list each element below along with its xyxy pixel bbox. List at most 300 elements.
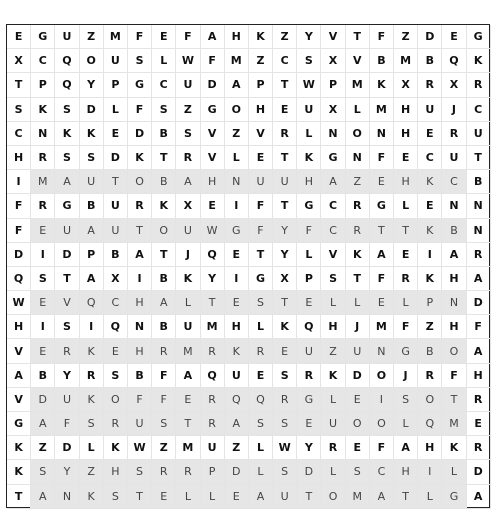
- grid-cell[interactable]: Z: [31, 436, 55, 460]
- grid-cell[interactable]: K: [104, 436, 128, 460]
- grid-cell[interactable]: S: [31, 460, 55, 484]
- grid-cell[interactable]: B: [418, 339, 442, 363]
- grid-cell[interactable]: H: [225, 25, 249, 49]
- grid-cell[interactable]: H: [249, 98, 273, 122]
- grid-cell[interactable]: Y: [80, 73, 104, 97]
- grid-cell[interactable]: X: [321, 98, 345, 122]
- grid-cell[interactable]: M: [104, 25, 128, 49]
- grid-cell[interactable]: T: [128, 485, 152, 509]
- grid-cell[interactable]: E: [249, 146, 273, 170]
- grid-cell[interactable]: B: [370, 49, 394, 73]
- grid-cell[interactable]: M: [201, 315, 225, 339]
- grid-cell[interactable]: Q: [7, 267, 31, 291]
- grid-cell[interactable]: G: [225, 219, 249, 243]
- grid-cell[interactable]: A: [225, 73, 249, 97]
- grid-cell[interactable]: Y: [297, 436, 321, 460]
- grid-cell[interactable]: Q: [104, 315, 128, 339]
- grid-cell[interactable]: E: [31, 291, 55, 315]
- grid-cell[interactable]: T: [394, 485, 418, 509]
- grid-cell[interactable]: S: [7, 98, 31, 122]
- grid-cell[interactable]: E: [201, 194, 225, 218]
- grid-cell[interactable]: U: [273, 170, 297, 194]
- grid-cell[interactable]: N: [321, 122, 345, 146]
- grid-cell[interactable]: F: [7, 194, 31, 218]
- grid-cell[interactable]: T: [273, 73, 297, 97]
- grid-cell[interactable]: R: [152, 339, 176, 363]
- grid-cell[interactable]: U: [55, 25, 79, 49]
- grid-cell[interactable]: S: [55, 315, 79, 339]
- grid-cell[interactable]: B: [128, 364, 152, 388]
- grid-cell[interactable]: F: [467, 315, 491, 339]
- grid-cell[interactable]: U: [297, 339, 321, 363]
- grid-cell[interactable]: K: [297, 146, 321, 170]
- grid-cell[interactable]: B: [418, 49, 442, 73]
- grid-cell[interactable]: T: [176, 412, 200, 436]
- grid-cell[interactable]: I: [225, 267, 249, 291]
- grid-cell[interactable]: X: [104, 267, 128, 291]
- grid-cell[interactable]: M: [346, 73, 370, 97]
- grid-cell[interactable]: A: [80, 219, 104, 243]
- grid-cell[interactable]: C: [7, 122, 31, 146]
- grid-cell[interactable]: E: [152, 25, 176, 49]
- grid-cell[interactable]: W: [176, 49, 200, 73]
- grid-cell[interactable]: G: [297, 388, 321, 412]
- grid-cell[interactable]: E: [297, 412, 321, 436]
- grid-cell[interactable]: T: [346, 267, 370, 291]
- grid-cell[interactable]: B: [104, 243, 128, 267]
- grid-cell[interactable]: E: [31, 339, 55, 363]
- grid-cell[interactable]: N: [346, 146, 370, 170]
- grid-cell[interactable]: C: [370, 460, 394, 484]
- grid-cell[interactable]: G: [297, 194, 321, 218]
- grid-cell[interactable]: O: [321, 485, 345, 509]
- grid-cell[interactable]: A: [176, 170, 200, 194]
- grid-cell[interactable]: Q: [201, 243, 225, 267]
- grid-cell[interactable]: R: [418, 73, 442, 97]
- grid-cell[interactable]: J: [442, 98, 466, 122]
- grid-cell[interactable]: E: [7, 25, 31, 49]
- grid-cell[interactable]: E: [273, 98, 297, 122]
- grid-cell[interactable]: M: [370, 315, 394, 339]
- grid-cell[interactable]: L: [394, 194, 418, 218]
- grid-cell[interactable]: I: [225, 194, 249, 218]
- grid-cell[interactable]: R: [176, 460, 200, 484]
- grid-cell[interactable]: A: [394, 436, 418, 460]
- grid-cell[interactable]: K: [80, 485, 104, 509]
- grid-cell[interactable]: A: [128, 243, 152, 267]
- grid-cell[interactable]: K: [31, 98, 55, 122]
- grid-cell[interactable]: O: [442, 339, 466, 363]
- grid-cell[interactable]: F: [249, 219, 273, 243]
- grid-cell[interactable]: F: [152, 388, 176, 412]
- grid-cell[interactable]: D: [225, 460, 249, 484]
- grid-cell[interactable]: Z: [80, 25, 104, 49]
- grid-cell[interactable]: U: [297, 98, 321, 122]
- grid-cell[interactable]: P: [201, 460, 225, 484]
- grid-cell[interactable]: I: [80, 315, 104, 339]
- grid-cell[interactable]: E: [394, 146, 418, 170]
- grid-cell[interactable]: S: [152, 98, 176, 122]
- grid-cell[interactable]: B: [80, 194, 104, 218]
- grid-cell[interactable]: T: [273, 291, 297, 315]
- grid-cell[interactable]: T: [249, 243, 273, 267]
- grid-cell[interactable]: E: [225, 243, 249, 267]
- grid-cell[interactable]: F: [201, 49, 225, 73]
- grid-cell[interactable]: D: [104, 146, 128, 170]
- grid-cell[interactable]: K: [7, 460, 31, 484]
- grid-cell[interactable]: S: [249, 291, 273, 315]
- grid-cell[interactable]: R: [201, 339, 225, 363]
- grid-cell[interactable]: R: [467, 388, 491, 412]
- grid-cell[interactable]: E: [442, 25, 466, 49]
- grid-cell[interactable]: O: [346, 412, 370, 436]
- grid-cell[interactable]: K: [152, 194, 176, 218]
- grid-cell[interactable]: L: [321, 291, 345, 315]
- grid-cell[interactable]: B: [467, 170, 491, 194]
- grid-cell[interactable]: S: [249, 412, 273, 436]
- grid-cell[interactable]: S: [321, 267, 345, 291]
- grid-cell[interactable]: U: [249, 170, 273, 194]
- grid-cell[interactable]: C: [104, 291, 128, 315]
- grid-cell[interactable]: F: [370, 25, 394, 49]
- grid-cell[interactable]: Y: [273, 243, 297, 267]
- grid-cell[interactable]: U: [418, 98, 442, 122]
- grid-cell[interactable]: R: [273, 388, 297, 412]
- grid-cell[interactable]: Q: [297, 315, 321, 339]
- grid-cell[interactable]: O: [418, 388, 442, 412]
- grid-cell[interactable]: F: [297, 219, 321, 243]
- grid-cell[interactable]: L: [249, 315, 273, 339]
- grid-cell[interactable]: C: [321, 219, 345, 243]
- grid-cell[interactable]: H: [128, 339, 152, 363]
- grid-cell[interactable]: Z: [225, 122, 249, 146]
- grid-cell[interactable]: S: [104, 485, 128, 509]
- grid-cell[interactable]: K: [418, 219, 442, 243]
- grid-cell[interactable]: R: [80, 364, 104, 388]
- grid-cell[interactable]: E: [297, 291, 321, 315]
- grid-cell[interactable]: B: [442, 219, 466, 243]
- grid-cell[interactable]: S: [152, 412, 176, 436]
- grid-cell[interactable]: U: [104, 49, 128, 73]
- grid-cell[interactable]: K: [7, 436, 31, 460]
- grid-cell[interactable]: V: [7, 339, 31, 363]
- grid-cell[interactable]: R: [346, 194, 370, 218]
- grid-cell[interactable]: W: [273, 436, 297, 460]
- grid-cell[interactable]: A: [7, 364, 31, 388]
- grid-cell[interactable]: K: [128, 146, 152, 170]
- grid-cell[interactable]: K: [249, 25, 273, 49]
- grid-cell[interactable]: E: [104, 339, 128, 363]
- grid-cell[interactable]: G: [321, 146, 345, 170]
- grid-cell[interactable]: F: [128, 388, 152, 412]
- grid-cell[interactable]: Q: [225, 388, 249, 412]
- grid-cell[interactable]: Z: [176, 98, 200, 122]
- grid-cell[interactable]: E: [394, 243, 418, 267]
- grid-cell[interactable]: S: [31, 267, 55, 291]
- grid-cell[interactable]: T: [104, 170, 128, 194]
- grid-cell[interactable]: N: [442, 291, 466, 315]
- grid-cell[interactable]: F: [176, 25, 200, 49]
- grid-cell[interactable]: L: [176, 291, 200, 315]
- grid-cell[interactable]: X: [321, 49, 345, 73]
- grid-cell[interactable]: I: [418, 243, 442, 267]
- grid-cell[interactable]: Z: [346, 170, 370, 194]
- grid-cell[interactable]: L: [176, 485, 200, 509]
- grid-cell[interactable]: V: [321, 25, 345, 49]
- grid-cell[interactable]: W: [128, 436, 152, 460]
- grid-cell[interactable]: S: [273, 460, 297, 484]
- grid-cell[interactable]: L: [346, 98, 370, 122]
- grid-cell[interactable]: R: [55, 339, 79, 363]
- grid-cell[interactable]: U: [176, 219, 200, 243]
- grid-cell[interactable]: T: [394, 219, 418, 243]
- grid-cell[interactable]: H: [225, 315, 249, 339]
- grid-cell[interactable]: H: [394, 460, 418, 484]
- grid-cell[interactable]: C: [321, 194, 345, 218]
- grid-cell[interactable]: G: [467, 25, 491, 49]
- grid-cell[interactable]: E: [176, 388, 200, 412]
- grid-cell[interactable]: S: [297, 49, 321, 73]
- grid-cell[interactable]: E: [346, 436, 370, 460]
- grid-cell[interactable]: R: [31, 146, 55, 170]
- grid-cell[interactable]: U: [442, 146, 466, 170]
- grid-cell[interactable]: W: [7, 291, 31, 315]
- grid-cell[interactable]: U: [80, 170, 104, 194]
- grid-cell[interactable]: D: [201, 73, 225, 97]
- grid-cell[interactable]: U: [176, 73, 200, 97]
- grid-cell[interactable]: J: [394, 364, 418, 388]
- grid-cell[interactable]: C: [418, 146, 442, 170]
- grid-cell[interactable]: C: [152, 73, 176, 97]
- grid-cell[interactable]: E: [104, 122, 128, 146]
- grid-cell[interactable]: J: [176, 243, 200, 267]
- grid-cell[interactable]: F: [370, 436, 394, 460]
- grid-cell[interactable]: W: [201, 219, 225, 243]
- grid-cell[interactable]: U: [467, 122, 491, 146]
- grid-cell[interactable]: S: [128, 460, 152, 484]
- grid-cell[interactable]: I: [370, 388, 394, 412]
- grid-cell[interactable]: X: [394, 73, 418, 97]
- grid-cell[interactable]: B: [152, 122, 176, 146]
- grid-cell[interactable]: P: [418, 291, 442, 315]
- grid-cell[interactable]: F: [128, 25, 152, 49]
- grid-cell[interactable]: H: [297, 170, 321, 194]
- grid-cell[interactable]: T: [273, 194, 297, 218]
- grid-cell[interactable]: T: [128, 219, 152, 243]
- grid-cell[interactable]: Z: [80, 460, 104, 484]
- grid-cell[interactable]: E: [273, 339, 297, 363]
- grid-cell[interactable]: Y: [297, 25, 321, 49]
- grid-cell[interactable]: R: [467, 436, 491, 460]
- grid-cell[interactable]: K: [225, 339, 249, 363]
- grid-cell[interactable]: Y: [55, 364, 79, 388]
- grid-cell[interactable]: Q: [55, 73, 79, 97]
- grid-cell[interactable]: R: [201, 388, 225, 412]
- grid-cell[interactable]: H: [201, 170, 225, 194]
- grid-cell[interactable]: D: [128, 122, 152, 146]
- grid-cell[interactable]: R: [297, 364, 321, 388]
- grid-cell[interactable]: F: [394, 315, 418, 339]
- grid-cell[interactable]: R: [128, 194, 152, 218]
- grid-cell[interactable]: E: [418, 194, 442, 218]
- grid-cell[interactable]: T: [7, 485, 31, 509]
- grid-cell[interactable]: O: [128, 170, 152, 194]
- grid-cell[interactable]: I: [31, 243, 55, 267]
- grid-cell[interactable]: Z: [418, 315, 442, 339]
- grid-cell[interactable]: I: [418, 460, 442, 484]
- grid-cell[interactable]: R: [31, 194, 55, 218]
- grid-cell[interactable]: B: [31, 364, 55, 388]
- grid-cell[interactable]: V: [321, 243, 345, 267]
- grid-cell[interactable]: E: [249, 364, 273, 388]
- grid-cell[interactable]: R: [176, 146, 200, 170]
- grid-cell[interactable]: H: [394, 98, 418, 122]
- grid-cell[interactable]: K: [418, 170, 442, 194]
- grid-cell[interactable]: F: [442, 364, 466, 388]
- grid-cell[interactable]: G: [128, 73, 152, 97]
- grid-cell[interactable]: S: [273, 364, 297, 388]
- grid-cell[interactable]: G: [31, 25, 55, 49]
- grid-cell[interactable]: Z: [273, 25, 297, 49]
- grid-cell[interactable]: M: [31, 170, 55, 194]
- grid-cell[interactable]: A: [467, 267, 491, 291]
- grid-cell[interactable]: U: [321, 412, 345, 436]
- grid-cell[interactable]: T: [201, 291, 225, 315]
- grid-cell[interactable]: K: [80, 388, 104, 412]
- grid-cell[interactable]: E: [152, 485, 176, 509]
- grid-cell[interactable]: S: [176, 122, 200, 146]
- grid-cell[interactable]: Q: [418, 412, 442, 436]
- grid-cell[interactable]: A: [467, 485, 491, 509]
- grid-cell[interactable]: T: [152, 243, 176, 267]
- grid-cell[interactable]: L: [104, 98, 128, 122]
- grid-cell[interactable]: R: [249, 339, 273, 363]
- grid-cell[interactable]: V: [7, 388, 31, 412]
- grid-cell[interactable]: A: [442, 243, 466, 267]
- grid-cell[interactable]: L: [297, 122, 321, 146]
- grid-cell[interactable]: Y: [201, 267, 225, 291]
- grid-cell[interactable]: V: [55, 291, 79, 315]
- grid-cell[interactable]: X: [442, 73, 466, 97]
- grid-cell[interactable]: T: [55, 267, 79, 291]
- grid-cell[interactable]: T: [346, 25, 370, 49]
- grid-cell[interactable]: F: [152, 364, 176, 388]
- grid-cell[interactable]: N: [442, 194, 466, 218]
- grid-cell[interactable]: L: [418, 485, 442, 509]
- grid-cell[interactable]: M: [442, 412, 466, 436]
- grid-cell[interactable]: D: [31, 388, 55, 412]
- grid-cell[interactable]: E: [370, 170, 394, 194]
- grid-cell[interactable]: D: [55, 243, 79, 267]
- grid-cell[interactable]: N: [128, 315, 152, 339]
- grid-cell[interactable]: K: [442, 436, 466, 460]
- grid-cell[interactable]: U: [176, 315, 200, 339]
- grid-cell[interactable]: K: [418, 267, 442, 291]
- grid-cell[interactable]: Z: [225, 436, 249, 460]
- grid-cell[interactable]: D: [418, 25, 442, 49]
- grid-cell[interactable]: H: [442, 315, 466, 339]
- grid-cell[interactable]: X: [273, 267, 297, 291]
- grid-cell[interactable]: N: [467, 194, 491, 218]
- grid-cell[interactable]: L: [321, 388, 345, 412]
- grid-cell[interactable]: M: [370, 98, 394, 122]
- grid-cell[interactable]: F: [55, 412, 79, 436]
- grid-cell[interactable]: R: [394, 267, 418, 291]
- grid-cell[interactable]: E: [418, 122, 442, 146]
- grid-cell[interactable]: L: [394, 412, 418, 436]
- grid-cell[interactable]: E: [346, 388, 370, 412]
- grid-cell[interactable]: K: [273, 315, 297, 339]
- grid-cell[interactable]: M: [394, 49, 418, 73]
- grid-cell[interactable]: N: [225, 170, 249, 194]
- grid-cell[interactable]: L: [201, 485, 225, 509]
- grid-cell[interactable]: P: [321, 73, 345, 97]
- grid-cell[interactable]: F: [7, 219, 31, 243]
- grid-cell[interactable]: E: [370, 291, 394, 315]
- grid-cell[interactable]: N: [467, 219, 491, 243]
- grid-cell[interactable]: O: [370, 412, 394, 436]
- grid-cell[interactable]: U: [104, 219, 128, 243]
- grid-cell[interactable]: S: [55, 98, 79, 122]
- grid-cell[interactable]: J: [346, 315, 370, 339]
- grid-cell[interactable]: A: [31, 485, 55, 509]
- grid-cell[interactable]: P: [104, 73, 128, 97]
- grid-cell[interactable]: L: [442, 460, 466, 484]
- grid-cell[interactable]: D: [297, 460, 321, 484]
- grid-cell[interactable]: R: [152, 460, 176, 484]
- grid-cell[interactable]: O: [80, 49, 104, 73]
- grid-cell[interactable]: K: [176, 267, 200, 291]
- grid-cell[interactable]: C: [442, 170, 466, 194]
- grid-cell[interactable]: P: [249, 73, 273, 97]
- grid-cell[interactable]: A: [467, 339, 491, 363]
- grid-cell[interactable]: P: [31, 73, 55, 97]
- grid-cell[interactable]: I: [31, 315, 55, 339]
- grid-cell[interactable]: H: [418, 436, 442, 460]
- grid-cell[interactable]: G: [249, 267, 273, 291]
- grid-cell[interactable]: N: [370, 122, 394, 146]
- grid-cell[interactable]: D: [467, 460, 491, 484]
- grid-cell[interactable]: L: [249, 436, 273, 460]
- grid-cell[interactable]: A: [370, 485, 394, 509]
- grid-cell[interactable]: Q: [249, 388, 273, 412]
- grid-cell[interactable]: G: [7, 412, 31, 436]
- grid-cell[interactable]: N: [370, 339, 394, 363]
- grid-cell[interactable]: V: [201, 146, 225, 170]
- grid-cell[interactable]: S: [128, 49, 152, 73]
- grid-cell[interactable]: H: [104, 460, 128, 484]
- grid-cell[interactable]: F: [249, 194, 273, 218]
- grid-cell[interactable]: U: [55, 388, 79, 412]
- grid-cell[interactable]: K: [370, 73, 394, 97]
- grid-cell[interactable]: P: [297, 267, 321, 291]
- grid-cell[interactable]: M: [225, 49, 249, 73]
- grid-cell[interactable]: Q: [55, 49, 79, 73]
- grid-cell[interactable]: S: [55, 146, 79, 170]
- grid-cell[interactable]: L: [80, 436, 104, 460]
- grid-cell[interactable]: L: [225, 146, 249, 170]
- grid-cell[interactable]: A: [55, 170, 79, 194]
- grid-cell[interactable]: A: [80, 267, 104, 291]
- grid-cell[interactable]: C: [31, 49, 55, 73]
- grid-cell[interactable]: R: [104, 412, 128, 436]
- grid-cell[interactable]: M: [346, 485, 370, 509]
- grid-cell[interactable]: K: [55, 122, 79, 146]
- grid-cell[interactable]: U: [273, 485, 297, 509]
- grid-cell[interactable]: B: [152, 267, 176, 291]
- grid-cell[interactable]: Q: [201, 364, 225, 388]
- grid-cell[interactable]: X: [176, 194, 200, 218]
